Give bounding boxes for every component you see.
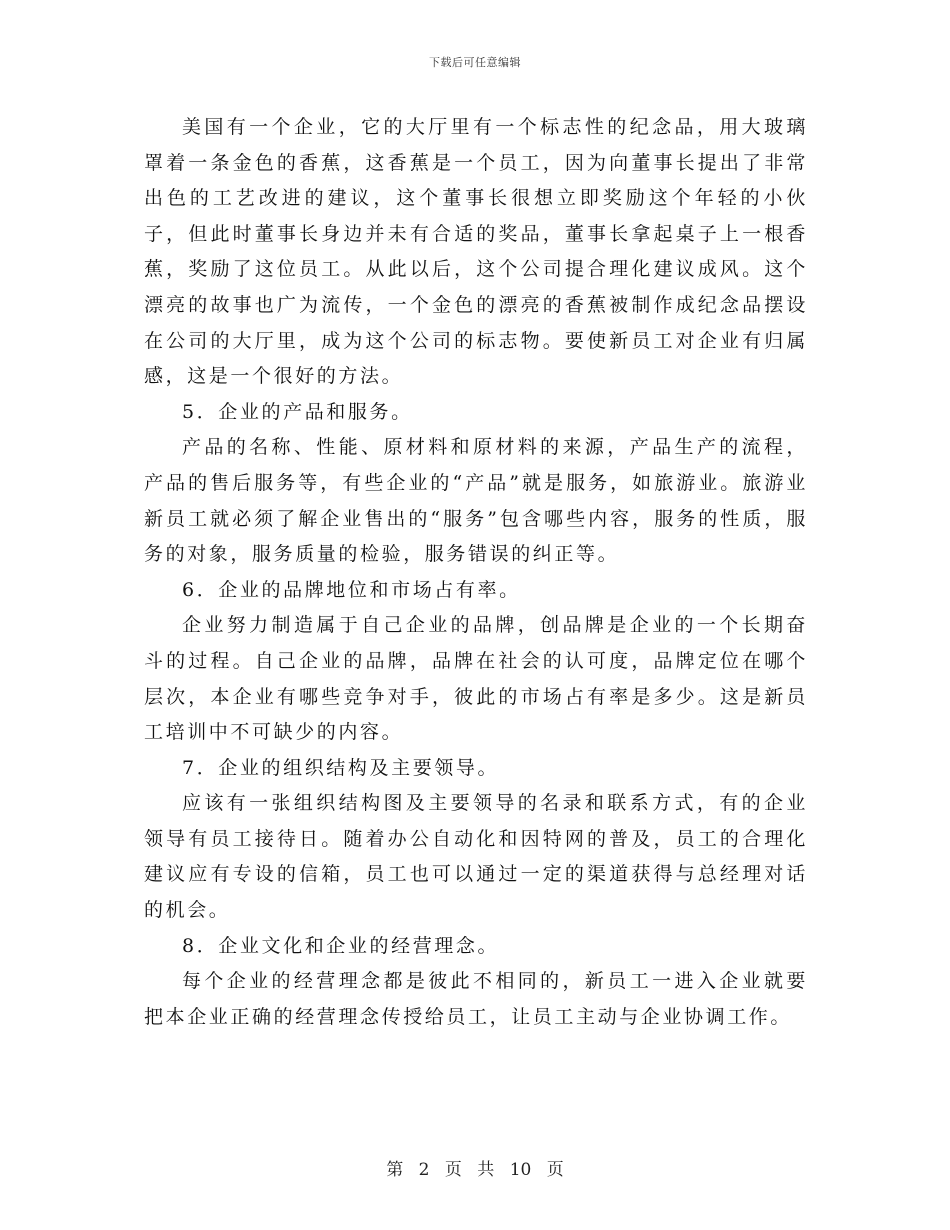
paragraph-brand-market: 企业努力制造属于自己企业的品牌，创品牌是企业的一个长期奋斗的过程。自己企业的品牌，品牌在社会的认可度，品牌定位在哪个层次，本企业有哪些竞争对手，彼此的市场占有率是多少。这是新员工培训中不可缺少的内容。 [144, 614, 808, 744]
footer-ye: 页 [444, 1160, 462, 1180]
page-header: 下载后可任意编辑 [429, 56, 521, 69]
paragraph-organization: 应该有一张组织结构图及主要领导的名录和联系方式，有的企业领导有员工接待日。随着办公自动化和因特网的普及，员工的合理化建议应有专设的信箱，员工也可以通过一定的渠道获得与总经理对话的机会。 [144, 792, 808, 922]
section-heading-6: 6．企业的品牌地位和市场占有率。 [182, 578, 521, 601]
footer-gong: 共 [477, 1160, 495, 1180]
section-heading-5: 5．企业的产品和服务。 [182, 400, 413, 423]
document-body [144, 110, 808, 1035]
page-footer [0, 1155, 950, 1180]
footer-di: 第 [386, 1160, 404, 1180]
section-heading-8: 8．企业文化和企业的经营理念。 [182, 934, 500, 957]
paragraph-banana-story: 美国有一个企业，它的大厅里有一个标志性的纪念品，用大玻璃罩着一条金色的香蕉，这香蕉是一个员工，因为向董事长提出了非常出色的工艺改进的建议，这个董事长很想立即奖励这个年轻的小伙子，但此时董事长身边并未有合适的奖品，董事长拿起桌子上一根香蕉，奖励了这位员工。从此以后，这个公司提合理化建议成风。这个漂亮的故事也广为流传，一个金色的漂亮的香蕉被制作成纪念品摆设在公司的大厅里，成为这个公司的标志物。要使新员工对企业有归属感，这是一个很好的方法。 [144, 116, 808, 388]
paragraph-products-services: 产品的名称、性能、原材料和原材料的来源，产品生产的流程，产品的售后服务等，有些企业的“产品”就是服务，如旅游业。旅游业新员工就必须了解企业售出的“服务”包含哪些内容，服务的性质，服务的对象，服务质量的检验，服务错误的纠正等。 [144, 436, 808, 566]
footer-page-number: 2 [418, 1160, 430, 1180]
section-heading-7: 7．企业的组织结构及主要领导。 [182, 756, 500, 779]
footer-ye-2: 页 [546, 1160, 564, 1180]
footer-total-pages: 10 [509, 1160, 532, 1180]
paragraph-culture: 每个企业的经营理念都是彼此不相同的，新员工一进入企业就要把本企业正确的经营理念传授给员工，让员工主动与企业协调工作。 [144, 970, 808, 1028]
